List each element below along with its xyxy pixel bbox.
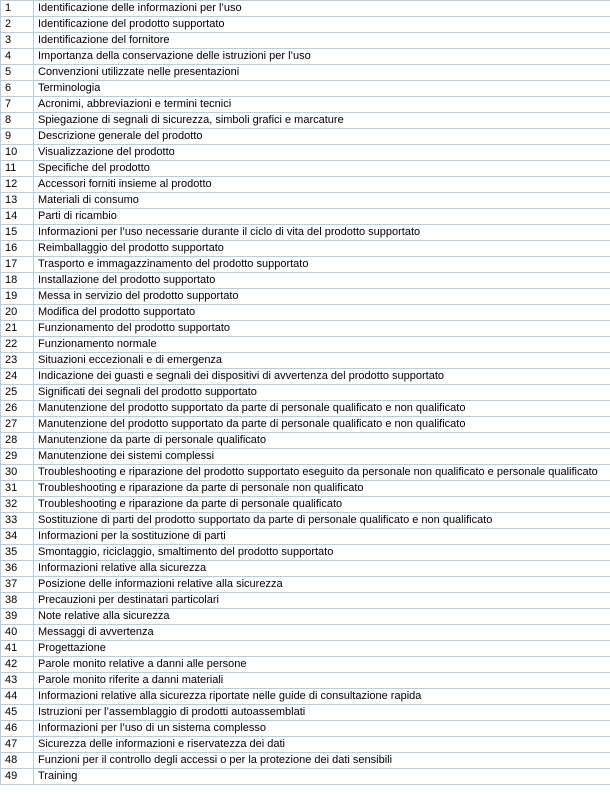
row-topic-text: Messaggi di avvertenza bbox=[34, 625, 610, 641]
row-topic-text: Importanza della conservazione delle istruzioni per l’uso bbox=[34, 49, 610, 65]
table-row bbox=[1, 305, 610, 321]
row-topic-text: Indicazione dei guasti e segnali dei dispositivi di avvertenza del prodotto supportato bbox=[34, 369, 610, 385]
table-row bbox=[1, 449, 610, 465]
row-topic-text: Parti di ricambio bbox=[34, 209, 610, 225]
table-row bbox=[1, 561, 610, 577]
table-row bbox=[1, 33, 610, 49]
table-row bbox=[1, 465, 610, 481]
row-number: 46 bbox=[1, 721, 34, 737]
row-topic-text: Informazioni per l’uso di un sistema complesso bbox=[34, 721, 610, 737]
row-topic-text: Note relative alla sicurezza bbox=[34, 609, 610, 625]
row-number: 14 bbox=[1, 209, 34, 225]
row-topic-text: Significati dei segnali del prodotto supportato bbox=[34, 385, 610, 401]
table-row bbox=[1, 737, 610, 753]
row-number: 6 bbox=[1, 81, 34, 97]
row-topic-text: Troubleshooting e riparazione da parte di personale non qualificato bbox=[34, 481, 610, 497]
row-topic-text: Trasporto e immagazzinamento del prodotto supportato bbox=[34, 257, 610, 273]
table-row bbox=[1, 625, 610, 641]
table-row bbox=[1, 193, 610, 209]
row-topic-text: Troubleshooting e riparazione da parte di personale qualificato bbox=[34, 497, 610, 513]
row-number: 20 bbox=[1, 305, 34, 321]
table-row bbox=[1, 673, 610, 689]
row-topic-text: Modifica del prodotto supportato bbox=[34, 305, 610, 321]
row-number: 16 bbox=[1, 241, 34, 257]
row-number: 29 bbox=[1, 449, 34, 465]
table-row bbox=[1, 705, 610, 721]
table-row bbox=[1, 433, 610, 449]
row-number: 33 bbox=[1, 513, 34, 529]
table-row bbox=[1, 161, 610, 177]
row-number: 22 bbox=[1, 337, 34, 353]
row-topic-text: Smontaggio, riciclaggio, smaltimento del prodotto supportato bbox=[34, 545, 610, 561]
row-number: 5 bbox=[1, 65, 34, 81]
row-number: 7 bbox=[1, 97, 34, 113]
row-number: 28 bbox=[1, 433, 34, 449]
row-topic-text: Identificazione delle informazioni per l’uso bbox=[34, 1, 610, 17]
row-topic-text: Posizione delle informazioni relative alla sicurezza bbox=[34, 577, 610, 593]
row-number: 8 bbox=[1, 113, 34, 129]
row-number: 1 bbox=[1, 1, 34, 17]
row-number: 45 bbox=[1, 705, 34, 721]
row-number: 13 bbox=[1, 193, 34, 209]
row-topic-text: Manutenzione dei sistemi complessi bbox=[34, 449, 610, 465]
row-topic-text: Funzionamento normale bbox=[34, 337, 610, 353]
row-number: 21 bbox=[1, 321, 34, 337]
table-row bbox=[1, 417, 610, 433]
row-number: 15 bbox=[1, 225, 34, 241]
table-row bbox=[1, 689, 610, 705]
row-number: 35 bbox=[1, 545, 34, 561]
row-topic-text: Visualizzazione del prodotto bbox=[34, 145, 610, 161]
table-row bbox=[1, 1, 610, 17]
row-number: 24 bbox=[1, 369, 34, 385]
table-row bbox=[1, 529, 610, 545]
table-row bbox=[1, 657, 610, 673]
row-number: 26 bbox=[1, 401, 34, 417]
row-topic-text: Troubleshooting e riparazione del prodotto supportato eseguito da personale non qualificato e personale qualificato bbox=[34, 465, 610, 481]
row-topic-text: Istruzioni per l’assemblaggio di prodotti autoassemblati bbox=[34, 705, 610, 721]
row-topic-text: Informazioni relative alla sicurezza bbox=[34, 561, 610, 577]
row-topic-text: Informazioni relative alla sicurezza riportate nelle guide di consultazione rapida bbox=[34, 689, 610, 705]
table-row bbox=[1, 481, 610, 497]
row-topic-text: Convenzioni utilizzate nelle presentazioni bbox=[34, 65, 610, 81]
row-number: 42 bbox=[1, 657, 34, 673]
row-topic-text: Precauzioni per destinatari particolari bbox=[34, 593, 610, 609]
table-row bbox=[1, 577, 610, 593]
table-row bbox=[1, 369, 610, 385]
table-row bbox=[1, 353, 610, 369]
row-number: 44 bbox=[1, 689, 34, 705]
row-topic-text: Sostituzione di parti del prodotto supportato da parte di personale qualificato e non qualificato bbox=[34, 513, 610, 529]
table-row bbox=[1, 401, 610, 417]
row-number: 48 bbox=[1, 753, 34, 769]
table-row bbox=[1, 113, 610, 129]
table-row bbox=[1, 209, 610, 225]
table-row bbox=[1, 177, 610, 193]
row-number: 30 bbox=[1, 465, 34, 481]
topic-table-body bbox=[1, 1, 610, 785]
row-topic-text: Situazioni eccezionali e di emergenza bbox=[34, 353, 610, 369]
row-number: 47 bbox=[1, 737, 34, 753]
row-number: 9 bbox=[1, 129, 34, 145]
row-number: 40 bbox=[1, 625, 34, 641]
row-number: 34 bbox=[1, 529, 34, 545]
row-topic-text: Progettazione bbox=[34, 641, 610, 657]
row-topic-text: Reimballaggio del prodotto supportato bbox=[34, 241, 610, 257]
table-row bbox=[1, 609, 610, 625]
row-number: 43 bbox=[1, 673, 34, 689]
table-row bbox=[1, 145, 610, 161]
row-number: 39 bbox=[1, 609, 34, 625]
row-topic-text: Messa in servizio del prodotto supportato bbox=[34, 289, 610, 305]
row-topic-text: Installazione del prodotto supportato bbox=[34, 273, 610, 289]
table-row bbox=[1, 721, 610, 737]
row-number: 37 bbox=[1, 577, 34, 593]
table-row bbox=[1, 337, 610, 353]
row-number: 11 bbox=[1, 161, 34, 177]
row-number: 4 bbox=[1, 49, 34, 65]
row-number: 3 bbox=[1, 33, 34, 49]
row-topic-text: Funzioni per il controllo degli accessi o per la protezione dei dati sensibili bbox=[34, 753, 610, 769]
row-topic-text: Manutenzione del prodotto supportato da parte di personale qualificato e non qualificato bbox=[34, 401, 610, 417]
row-number: 10 bbox=[1, 145, 34, 161]
row-topic-text: Identificazione del prodotto supportato bbox=[34, 17, 610, 33]
table-row bbox=[1, 289, 610, 305]
row-number: 41 bbox=[1, 641, 34, 657]
row-topic-text: Terminologia bbox=[34, 81, 610, 97]
row-topic-text: Informazioni per la sostituzione di parti bbox=[34, 529, 610, 545]
row-number: 23 bbox=[1, 353, 34, 369]
row-topic-text: Sicurezza delle informazioni e riservatezza dei dati bbox=[34, 737, 610, 753]
row-number: 36 bbox=[1, 561, 34, 577]
row-number: 18 bbox=[1, 273, 34, 289]
row-topic-text: Accessori forniti insieme al prodotto bbox=[34, 177, 610, 193]
table-row bbox=[1, 513, 610, 529]
row-number: 17 bbox=[1, 257, 34, 273]
row-topic-text: Manutenzione del prodotto supportato da parte di personale qualificato e non qualificato bbox=[34, 417, 610, 433]
table-row bbox=[1, 385, 610, 401]
table-row bbox=[1, 321, 610, 337]
table-row bbox=[1, 129, 610, 145]
row-topic-text: Informazioni per l’uso necessarie durante il ciclo di vita del prodotto supportato bbox=[34, 225, 610, 241]
table-row bbox=[1, 49, 610, 65]
row-topic-text: Training bbox=[34, 769, 610, 785]
table-row bbox=[1, 593, 610, 609]
table-row bbox=[1, 97, 610, 113]
table-row bbox=[1, 641, 610, 657]
table-row bbox=[1, 753, 610, 769]
row-number: 38 bbox=[1, 593, 34, 609]
row-topic-text: Specifiche del prodotto bbox=[34, 161, 610, 177]
table-row bbox=[1, 273, 610, 289]
row-topic-text: Parole monito relative a danni alle persone bbox=[34, 657, 610, 673]
row-number: 27 bbox=[1, 417, 34, 433]
row-topic-text: Manutenzione da parte di personale qualificato bbox=[34, 433, 610, 449]
row-topic-text: Parole monito riferite a danni materiali bbox=[34, 673, 610, 689]
row-topic-text: Materiali di consumo bbox=[34, 193, 610, 209]
row-number: 31 bbox=[1, 481, 34, 497]
row-topic-text: Spiegazione di segnali di sicurezza, simboli grafici e marcature bbox=[34, 113, 610, 129]
table-row bbox=[1, 545, 610, 561]
table-row bbox=[1, 17, 610, 33]
table-row bbox=[1, 225, 610, 241]
row-topic-text: Identificazione del fornitore bbox=[34, 33, 610, 49]
row-topic-text: Descrizione generale del prodotto bbox=[34, 129, 610, 145]
row-number: 49 bbox=[1, 769, 34, 785]
row-number: 2 bbox=[1, 17, 34, 33]
table-row bbox=[1, 241, 610, 257]
row-number: 12 bbox=[1, 177, 34, 193]
row-number: 32 bbox=[1, 497, 34, 513]
table-row bbox=[1, 81, 610, 97]
row-topic-text: Funzionamento del prodotto supportato bbox=[34, 321, 610, 337]
table-row bbox=[1, 65, 610, 81]
row-topic-text: Acronimi, abbreviazioni e termini tecnici bbox=[34, 97, 610, 113]
table-row bbox=[1, 497, 610, 513]
table-row bbox=[1, 769, 610, 785]
table-row bbox=[1, 257, 610, 273]
row-number: 25 bbox=[1, 385, 34, 401]
row-number: 19 bbox=[1, 289, 34, 305]
